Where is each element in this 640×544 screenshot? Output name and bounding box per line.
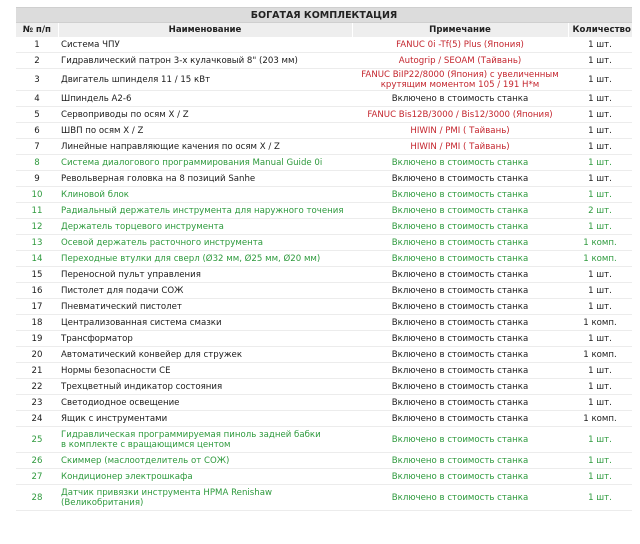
row-note: Включено в стоимость станка bbox=[352, 427, 568, 453]
row-name: Система диалогового программирования Manual Guide 0i bbox=[58, 155, 352, 171]
table-row bbox=[16, 347, 632, 363]
row-quantity: 1 шт. bbox=[568, 91, 632, 107]
row-note: Включено в стоимость станка bbox=[352, 251, 568, 267]
row-note: Включено в стоимость станка bbox=[352, 469, 568, 485]
row-number: 5 bbox=[16, 107, 58, 123]
row-name: Трансформатор bbox=[58, 331, 352, 347]
table-row bbox=[16, 187, 632, 203]
header-num: № п/п bbox=[16, 23, 58, 37]
row-note: FANUC BiIP22/8000 (Япония) с увеличенным крутящим моментом 105 / 191 Н*м bbox=[352, 69, 568, 91]
row-number: 20 bbox=[16, 347, 58, 363]
row-quantity: 1 комп. bbox=[568, 315, 632, 331]
row-quantity: 1 шт. bbox=[568, 123, 632, 139]
row-number: 18 bbox=[16, 315, 58, 331]
header-row bbox=[16, 23, 632, 37]
row-note: Включено в стоимость станка bbox=[352, 411, 568, 427]
row-number: 6 bbox=[16, 123, 58, 139]
row-note: FANUC 0i -Tf(5) Plus (Япония) bbox=[352, 37, 568, 53]
table-row bbox=[16, 395, 632, 411]
row-name: Светодиодное освещение bbox=[58, 395, 352, 411]
row-quantity: 1 шт. bbox=[568, 155, 632, 171]
header-qty: Количество bbox=[568, 23, 632, 37]
row-number: 24 bbox=[16, 411, 58, 427]
row-quantity: 1 шт. bbox=[568, 379, 632, 395]
row-quantity: 1 комп. bbox=[568, 235, 632, 251]
row-quantity: 1 шт. bbox=[568, 187, 632, 203]
row-number: 9 bbox=[16, 171, 58, 187]
row-number: 16 bbox=[16, 283, 58, 299]
table-row bbox=[16, 469, 632, 485]
row-name: Переносной пульт управления bbox=[58, 267, 352, 283]
row-quantity: 1 шт. bbox=[568, 331, 632, 347]
row-number: 17 bbox=[16, 299, 58, 315]
row-quantity: 1 шт. bbox=[568, 469, 632, 485]
row-quantity: 1 шт. bbox=[568, 453, 632, 469]
row-number: 10 bbox=[16, 187, 58, 203]
row-name: Сервоприводы по осям X / Z bbox=[58, 107, 352, 123]
table-row bbox=[16, 283, 632, 299]
row-number: 27 bbox=[16, 469, 58, 485]
row-number: 8 bbox=[16, 155, 58, 171]
row-note: Включено в стоимость станка bbox=[352, 485, 568, 511]
equipment-sheet bbox=[16, 7, 632, 511]
row-number: 19 bbox=[16, 331, 58, 347]
row-note: HIWIN / PMI ( Тайвань) bbox=[352, 139, 568, 155]
table-row bbox=[16, 485, 632, 511]
table-row bbox=[16, 69, 632, 91]
row-note: HIWIN / PMI ( Тайвань) bbox=[352, 123, 568, 139]
row-name: Ящик с инструментами bbox=[58, 411, 352, 427]
table-row bbox=[16, 299, 632, 315]
row-name: Нормы безопасности CE bbox=[58, 363, 352, 379]
row-number: 1 bbox=[16, 37, 58, 53]
row-name: Клиновой блок bbox=[58, 187, 352, 203]
table-body bbox=[16, 37, 632, 511]
row-name: Система ЧПУ bbox=[58, 37, 352, 53]
row-name: Гидравлический патрон 3-х кулачковый 8" (203 мм) bbox=[58, 53, 352, 69]
row-quantity: 1 шт. bbox=[568, 267, 632, 283]
row-name: Шпиндель А2-6 bbox=[58, 91, 352, 107]
row-number: 25 bbox=[16, 427, 58, 453]
row-quantity: 1 комп. bbox=[568, 347, 632, 363]
row-name: Осевой держатель расточного инструмента bbox=[58, 235, 352, 251]
row-note: Включено в стоимость станка bbox=[352, 91, 568, 107]
row-number: 4 bbox=[16, 91, 58, 107]
row-quantity: 1 комп. bbox=[568, 251, 632, 267]
table-row bbox=[16, 139, 632, 155]
row-quantity: 1 шт. bbox=[568, 139, 632, 155]
equipment-table bbox=[16, 23, 633, 511]
row-number: 13 bbox=[16, 235, 58, 251]
table-row bbox=[16, 123, 632, 139]
header-name: Наименование bbox=[58, 23, 352, 37]
row-name: Радиальный держатель инструмента для наружного точения bbox=[58, 203, 352, 219]
row-name: Двигатель шпинделя 11 / 15 кВт bbox=[58, 69, 352, 91]
row-note: Включено в стоимость станка bbox=[352, 267, 568, 283]
row-name: Пистолет для подачи СОЖ bbox=[58, 283, 352, 299]
table-row bbox=[16, 251, 632, 267]
table-row bbox=[16, 171, 632, 187]
row-note: FANUC Bis12B/3000 / Bis12/3000 (Япония) bbox=[352, 107, 568, 123]
row-note: Включено в стоимость станка bbox=[352, 299, 568, 315]
row-name: Автоматический конвейер для стружек bbox=[58, 347, 352, 363]
row-note: Включено в стоимость станка bbox=[352, 379, 568, 395]
table-row bbox=[16, 37, 632, 53]
row-name: Револьверная головка на 8 позиций Sanhe bbox=[58, 171, 352, 187]
table-row bbox=[16, 363, 632, 379]
row-name: Датчик привязки инструмента HPMA Renishaw (Великобритания) bbox=[58, 485, 352, 511]
row-number: 11 bbox=[16, 203, 58, 219]
row-note: Включено в стоимость станка bbox=[352, 363, 568, 379]
row-quantity: 1 шт. bbox=[568, 427, 632, 453]
row-note: Включено в стоимость станка bbox=[352, 283, 568, 299]
row-note: Включено в стоимость станка bbox=[352, 395, 568, 411]
table-row bbox=[16, 379, 632, 395]
table-row bbox=[16, 107, 632, 123]
table-row bbox=[16, 53, 632, 69]
row-note: Включено в стоимость станка bbox=[352, 203, 568, 219]
row-note: Autogrip / SEOAM (Тайвань) bbox=[352, 53, 568, 69]
table-row bbox=[16, 427, 632, 453]
row-name: Линейные направляющие качения по осям X / Z bbox=[58, 139, 352, 155]
row-number: 12 bbox=[16, 219, 58, 235]
table-row bbox=[16, 219, 632, 235]
row-quantity: 1 шт. bbox=[568, 107, 632, 123]
row-quantity: 1 шт. bbox=[568, 299, 632, 315]
row-number: 22 bbox=[16, 379, 58, 395]
row-quantity: 1 шт. bbox=[568, 283, 632, 299]
table-row bbox=[16, 203, 632, 219]
row-number: 15 bbox=[16, 267, 58, 283]
row-number: 7 bbox=[16, 139, 58, 155]
row-number: 14 bbox=[16, 251, 58, 267]
row-quantity: 1 шт. bbox=[568, 219, 632, 235]
row-number: 26 bbox=[16, 453, 58, 469]
table-row bbox=[16, 411, 632, 427]
row-note: Включено в стоимость станка bbox=[352, 171, 568, 187]
row-name: Централизованная система смазки bbox=[58, 315, 352, 331]
row-name: Гидравлическая программируемая пиноль задней бабки в комплекте с вращающимся центом bbox=[58, 427, 352, 453]
row-name: ШВП по осям X / Z bbox=[58, 123, 352, 139]
row-note: Включено в стоимость станка bbox=[352, 331, 568, 347]
header-note: Примечание bbox=[352, 23, 568, 37]
row-quantity: 1 шт. bbox=[568, 69, 632, 91]
row-quantity: 1 шт. bbox=[568, 53, 632, 69]
table-row bbox=[16, 91, 632, 107]
row-quantity: 2 шт. bbox=[568, 203, 632, 219]
table-title: БОГАТАЯ КОМПЛЕКТАЦИЯ bbox=[16, 7, 632, 23]
row-number: 28 bbox=[16, 485, 58, 511]
row-note: Включено в стоимость станка bbox=[352, 347, 568, 363]
row-quantity: 1 шт. bbox=[568, 171, 632, 187]
row-number: 23 bbox=[16, 395, 58, 411]
row-note: Включено в стоимость станка bbox=[352, 453, 568, 469]
row-name: Кондиционер электрошкафа bbox=[58, 469, 352, 485]
row-name: Трехцветный индикатор состояния bbox=[58, 379, 352, 395]
row-note: Включено в стоимость станка bbox=[352, 235, 568, 251]
row-note: Включено в стоимость станка bbox=[352, 187, 568, 203]
row-name: Переходные втулки для сверл (Ø32 мм, Ø25 мм, Ø20 мм) bbox=[58, 251, 352, 267]
row-quantity: 1 шт. bbox=[568, 363, 632, 379]
row-quantity: 1 комп. bbox=[568, 411, 632, 427]
row-quantity: 1 шт. bbox=[568, 485, 632, 511]
table-row bbox=[16, 267, 632, 283]
row-note: Включено в стоимость станка bbox=[352, 155, 568, 171]
table-row bbox=[16, 331, 632, 347]
row-name: Держатель торцевого инструмента bbox=[58, 219, 352, 235]
row-quantity: 1 шт. bbox=[568, 37, 632, 53]
row-quantity: 1 шт. bbox=[568, 395, 632, 411]
row-name: Пневматический пистолет bbox=[58, 299, 352, 315]
table-row bbox=[16, 453, 632, 469]
row-number: 2 bbox=[16, 53, 58, 69]
table-row bbox=[16, 155, 632, 171]
row-number: 3 bbox=[16, 69, 58, 91]
row-name: Скиммер (маслоотделитель от СОЖ) bbox=[58, 453, 352, 469]
row-note: Включено в стоимость станка bbox=[352, 219, 568, 235]
row-note: Включено в стоимость станка bbox=[352, 315, 568, 331]
table-row bbox=[16, 315, 632, 331]
table-row bbox=[16, 235, 632, 251]
row-number: 21 bbox=[16, 363, 58, 379]
